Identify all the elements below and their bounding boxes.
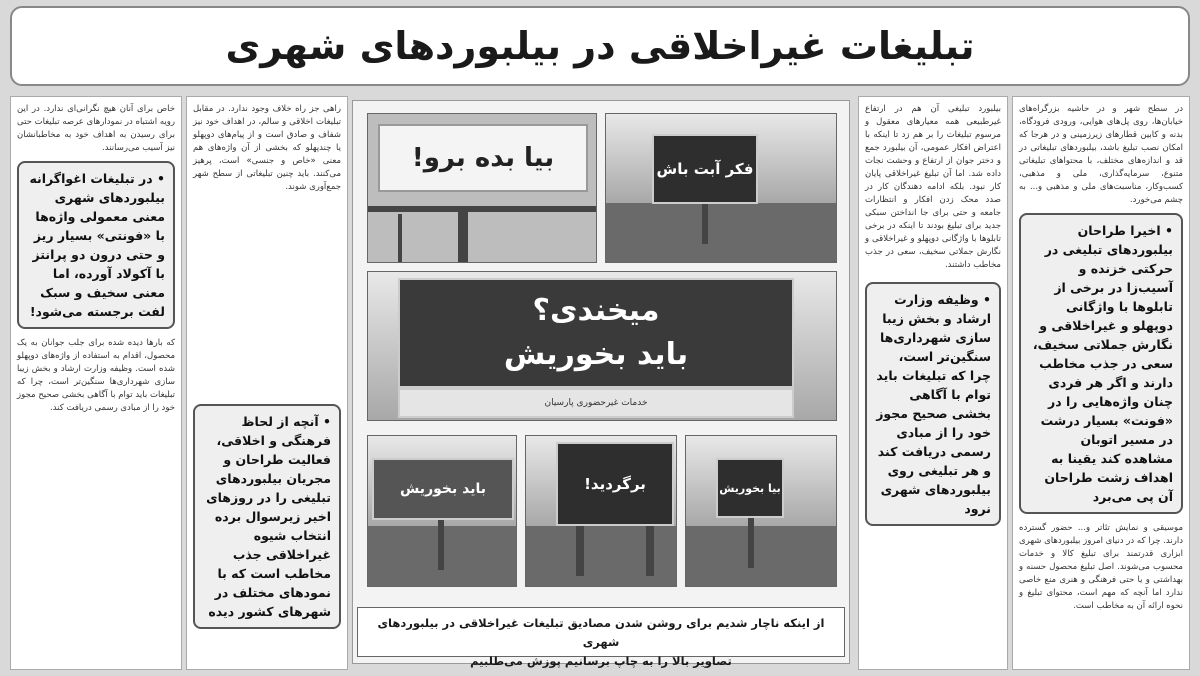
caption-line: تصاویر بالا را به چاپ برسانیم پوزش می‌طلبیم bbox=[470, 654, 732, 668]
column-text: در سطح شهر و در حاشیه بزرگراه‌های خیابان‌ها، روی پل‌های هوایی، ورودی فرودگاه، بدنه و کابین قطارهای زیرزمینی و در هرجا که امکان نصب تبلیغ باشد، بیلبوردهای تبلیغاتی در قد و اندازه‌های مختلف، با محتواهای تبلیغاتی متنوع، سرمایه‌گذاری، ملی و مذهبی، کسب‌وکار، مناسبت‌های ملی و مذهبی و... به چشم می‌خورد. bbox=[1019, 104, 1183, 205]
billboard-text: برگردید! bbox=[556, 442, 674, 526]
column-text: که بارها دیده شده برای جلب جوانان به یک محصول، اقدام به استفاده از واژه‌های دوپهلو شده است. وظیفه وزارت ارشاد و بخش زیبا سازی شهرداری‌ها سنگین‌تر است، چرا که تبلیغات باید توام با آگاهی بخشی صحیح مجوز خود را از مبادی رسمی دریافت کند. bbox=[17, 338, 175, 413]
billboard-line: میخندی؟ bbox=[532, 293, 660, 328]
photo-caption bbox=[357, 607, 845, 668]
pull-quote: • در تبلیغات اغواگرانه بیلبوردهای شهری معنی معمولی واژه‌ها با «فونتی» بسیار ریز و حتی درون دو پرانتز با آکولاد آورده، اما معنی سخیف و سبک لفت برجسته می‌شود! bbox=[17, 161, 175, 329]
billboard-text: بیا بده برو! bbox=[378, 124, 588, 192]
column-text: خاص برای آنان هیچ نگرانی‌ای ندارد. در این رویه اشتباه در نمودارهای عرصه تبلیغات حتی برای رسیدن به اهداف خود به مخاطبانشان نیز آسیب می‌رسانند. bbox=[17, 104, 175, 153]
photo-billboard-4 bbox=[367, 435, 517, 587]
billboard-footer: خدمات غیرحضوری پارسیان bbox=[398, 388, 794, 418]
photo-billboard-6 bbox=[685, 435, 837, 587]
column-text: موسیقی و نمایش تئاتر و... حضور گسترده دارند. چرا که در دنیای امروز بیلبوردهای شهری ابزاری قدرتمند برای تبلیغ کالا و خدمات محسوب می‌شوند. اصل تبلیغ محصول حسنه و بهداشتی و یا حتی فرهنگی و هنری منع خاصی ندارد اما آنچه که مهم است، محتوای تبلیغ و نحوه ارائه آن به مخاطب است. bbox=[1019, 523, 1183, 611]
photo-billboard-1 bbox=[367, 113, 597, 263]
billboard-line: باید بخوریش bbox=[503, 337, 689, 372]
photo-billboard-2 bbox=[605, 113, 837, 263]
billboard-text: فکر آبت باش bbox=[652, 134, 758, 204]
caption-line: از اینکه ناچار شدیم برای روشن شدن مصادیق تبلیغات غیراخلاقی در بیلبوردهای شهری bbox=[377, 616, 825, 649]
headline: تبلیغات غیراخلاقی در بیلبوردهای شهری bbox=[225, 24, 975, 68]
photo-billboard-3 bbox=[367, 271, 837, 421]
pull-quote: • اخیرا طراحان بیلبوردهای تبلیغی در حرکتی خزنده و آسیب‌زا در برخی از تابلوها با واژگانی دوپهلو و غیراخلاقی و نگارش جملاتی سخیف، سعی در جذب مخاطب دارند و اگر هر فردی چنان واژه‌هایی را در «فونت» بسیار درشت در مسیر اتوبان مشاهده کند یقینا به اهداف زشت طراحان آن پی می‌برد bbox=[1019, 213, 1183, 514]
pull-quote: • آنچه از لحاظ فرهنگی و اخلاقی، فعالیت طراحان و مجریان بیلبوردهای تبلیغی را در روزهای اخیر زیرسوال برده انتخاب شیوه غیراخلاقی جذب مخاطب است که با نمودهای مختلف در شهرهای کشور دیده bbox=[193, 404, 341, 629]
photo-collage bbox=[352, 100, 850, 668]
photo-billboard-5 bbox=[525, 435, 677, 587]
billboard-main bbox=[398, 278, 794, 388]
column-far-right bbox=[1012, 96, 1190, 670]
headline-box bbox=[10, 6, 1190, 86]
column-text: راهی جز راه خلاف وجود ندارد. در مقابل تبلیغات اخلاقی و سالم، در اهداف خود نیز شفاف و صادق است و از پیام‌های دوپهلو یا چندپهلو که بخشی از آن واژه‌های هم معنی «خاص و جنسی» است، پرهیز می‌کنند. باید چنین تبلیغاتی از سطح شهر جمع‌آوری شوند. bbox=[193, 104, 341, 192]
column-far-left bbox=[10, 96, 182, 670]
column-right-middle bbox=[858, 96, 1008, 670]
column-left-middle bbox=[186, 96, 348, 670]
column-text: بیلبورد تبلیغی آن هم در ارتفاع غیرطبیعی همه معیارهای معقول و مرسوم تبلیغات را بر هم زد تا اینکه با اعتراض افکار عمومی، آن بیلبورد جمع و دختر جوان از ارتفاع و وحشت نجات داده شد. اما آن تبلیغ غیراخلاقی پایان کار نبود. بلکه ادامه دهندگان کار در صدد محک زدن افکار و انتظارات جامعه و حتی برای جا انداختن سبکی جدید برای تبلیغ بودند تا اینکه در برخی تابلوها با واژگانی دوپهلو و غیراخلاقی و نگارش جملاتی سخیف، سعی در جذب مخاطب داشتند. bbox=[865, 104, 1001, 270]
pull-quote: • وظیفه وزارت ارشاد و بخش زیبا سازی شهرداری‌ها سنگین‌تر است، چرا که تبلیغات باید توام با آگاهی بخشی صحیح مجوز خود را از مبادی رسمی دریافت کند و هر تبلیغی روی بیلبوردهای شهری نرود bbox=[865, 282, 1001, 526]
billboard-text: بیا بخوریش bbox=[716, 458, 784, 518]
billboard-text: باید بخوریش bbox=[372, 458, 514, 520]
